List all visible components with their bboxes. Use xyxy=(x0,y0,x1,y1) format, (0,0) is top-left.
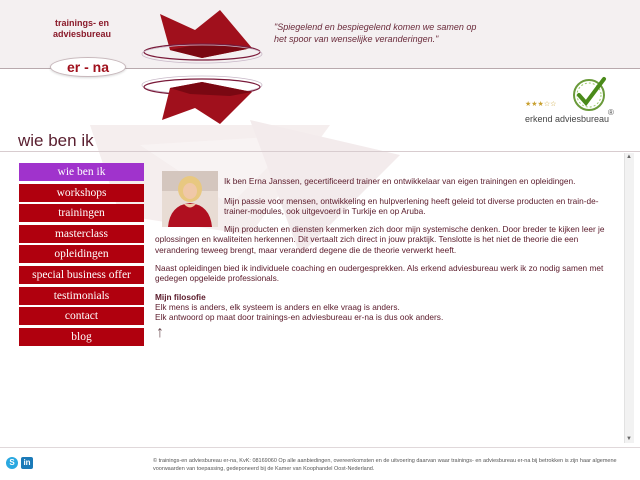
main-content xyxy=(155,163,618,443)
nav-item-special-business-offer[interactable]: special business offer xyxy=(19,266,144,284)
nav-item-opleidingen[interactable]: opleidingen xyxy=(19,245,144,263)
content-scrollbar[interactable] xyxy=(624,153,634,443)
registered-mark: ® xyxy=(608,108,614,117)
erkend-label: erkend adviesbureau xyxy=(525,114,610,124)
portrait-photo xyxy=(162,171,218,227)
rating-stars: ★★★☆☆ xyxy=(525,101,557,108)
linkedin-icon[interactable]: in xyxy=(21,457,33,469)
nav-item-blog[interactable]: blog xyxy=(19,328,144,346)
skype-icon[interactable]: S xyxy=(6,457,18,469)
filosofie-line-2: Elk antwoord op maat door trainings-en adviesbureau er-na is dus ook anders. xyxy=(155,312,444,322)
scroll-down-arrow-icon[interactable]: ▼ xyxy=(626,436,632,442)
nav-item-trainingen[interactable]: trainingen xyxy=(19,204,144,222)
filosofie-heading: Mijn filosofie xyxy=(155,292,206,302)
header-graphic xyxy=(140,8,265,126)
intro-paragraph: Ik ben Erna Janssen, gecertificeerd trainer en ontwikkelaar van eigen trainingen en opleidingen. xyxy=(224,176,576,186)
passion-paragraph: Mijn passie voor mensen, ontwikkeling en hulpverlening heeft geleid tot diverse producten en train-de-trainer-modules, ook uitgevoerd in Turkije en op Aruba. xyxy=(224,196,599,217)
page-title: wie ben ik xyxy=(18,131,94,150)
filosofie-line-1: Elk mens is anders, elk systeem is anders en elke vraag is anders. xyxy=(155,302,400,312)
back-to-top-arrow-icon[interactable]: ↑ xyxy=(156,324,164,341)
coaching-paragraph: Naast opleidingen bied ik individuele coaching en oudergesprekken. Als erkend adviesbureau werk ik zo nodig samen met gedegen opgeleide professionals. xyxy=(155,263,604,284)
tagline: "Spiegelend en bespiegelend komen we samen op het spoor van wenselijke veranderingen." xyxy=(274,22,477,44)
checkmark-badge-icon xyxy=(570,76,608,112)
title-divider xyxy=(0,151,640,152)
company-name: trainings- en adviesbureau xyxy=(52,18,112,39)
nav-item-masterclass[interactable]: masterclass xyxy=(19,225,144,243)
logo[interactable]: er - na xyxy=(50,57,126,77)
main-nav xyxy=(19,163,144,348)
nav-item-contact[interactable]: contact xyxy=(19,307,144,325)
nav-item-testimonials[interactable]: testimonials xyxy=(19,287,144,305)
footer-divider xyxy=(0,447,640,448)
nav-item-wie-ben-ik[interactable]: wie ben ik xyxy=(19,163,144,181)
nav-item-workshops[interactable]: workshops xyxy=(19,184,144,202)
footer-legal-text: © trainings-en adviesbureau er-na, KvK: 08169060 Op alle aanbiedingen, overeenkomsten en de uitvoering daarvan waar trainings- en adviesbureau er-na bij betrokken is zijn haar algemene voorwaarden van toepassing, gedeponeerd bij de Kamer van Koophandel Oost-Nederland. xyxy=(153,458,617,472)
products-paragraph: Mijn producten en diensten kenmerken zich door mijn systemische denken. Door breder te kijken leer je oplossingen en kwaliteiten herkennen. Dit vertaalt zich direct in jouw praktijk. Tenslotte is het niet de theorie die een verandering teweeg brengt, maar veranderd degene die de theorie verwerkt heeft. xyxy=(155,224,605,255)
scroll-up-arrow-icon[interactable]: ▲ xyxy=(626,154,632,160)
